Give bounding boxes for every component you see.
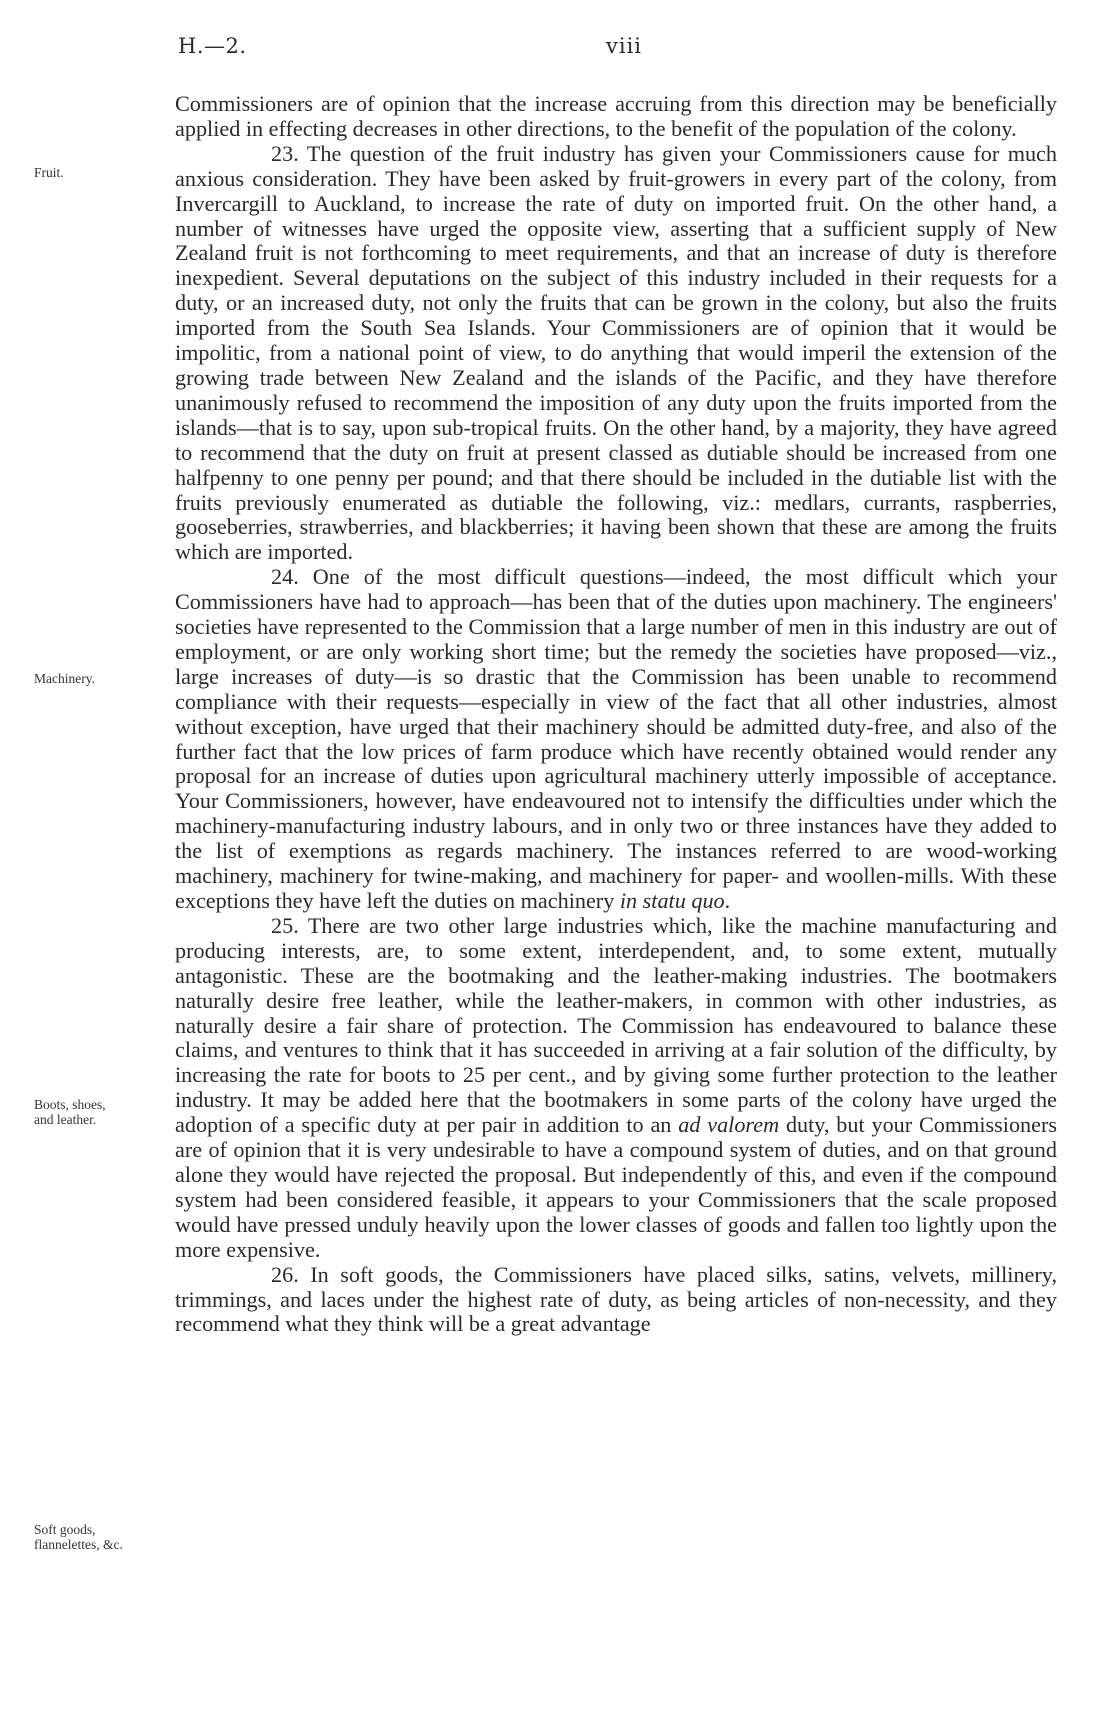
paragraph-26-soft-goods: 26. In soft goods, the Commissioners have placed silks, satins, velvets, millinery, trimmings, and laces under the highest rate of duty, as being articles of non-necessity, and they recommend what they think will be a great advantage (175, 1261, 1057, 1337)
page-header (0, 34, 1114, 64)
margin-note-fruit (34, 165, 164, 180)
margin-note-machinery (34, 671, 164, 686)
paragraph-25-boots (175, 914, 1057, 1263)
margin-note-soft-goods-line2: flannelettes, &c. (34, 1537, 123, 1552)
paragraph-24-machinery (175, 565, 1057, 914)
paragraph-25-text-b: duty, but your Commissioners are of opinion that it is very undesirable to have a compound system of duties, and on that ground alone they would have rejected the proposal. But independently of this, and even if the compound system had been considered feasible, it appears to your Commissioners that the scale proposed would have pressed unduly heavily upon the lower classes of goods and fallen too lightly upon the more expensive. (175, 1112, 1058, 1262)
margin-note-soft-goods (34, 1522, 164, 1552)
paragraph-23-fruit: 23. The question of the fruit industry has given your Commissioners cause for much anxious consideration. They have been asked by fruit-growers in every part of the colony, from Invercargill to Auckland, to increase the rate of duty on imported fruit. On the other hand, a number of witnesses have urged the opposite view, asserting that a sufficient supply of New Zealand fruit is not forthcoming to meet requirements, and that an increase of duty is therefore inexpedient. Several deputations on the subject of this industry included in their requests for a duty, or an increased duty, not only the fruits that can be grown in the colony, but also the fruits imported from the South Sea Islands. Your Commissioners are of opinion that it would be impolitic, from a national point of view, to do anything that would imperil the extension of the growing trade between New Zealand and the islands of the Pacific, and they have therefore unanimously refused to recommend the imposition of any duty upon the fruits imported from the islands—that is to say, upon sub-tropical fruits. On the other hand, by a majority, they have agreed to recommend that the duty on fruit at present classed as dutiable should be increased from one halfpenny to one penny per pound; and that there should be included in the dutiable list with the fruits previously enumerated as dutiable the following, viz.: medlars, currants, raspberries, gooseberries, strawberries, and blackberries; it having been shown that these are among the fruits which are imported. (175, 140, 1057, 565)
paragraph-24-end: . (724, 888, 731, 913)
margin-note-boots (34, 1097, 164, 1127)
margin-note-soft-goods-line1: Soft goods, (34, 1522, 96, 1537)
paragraph-24-text: 24. One of the most difficult questions—indeed, the most difficult which your Commissioners have had to approach—has been that of the duties upon machinery. The engineers' societies have represented to the Commission that a large number of men in this industry are out of employment, or are only working short time; but the remedy the societies have proposed—viz., large increases of duty—is so drastic that the Commission has been unable to recommend compliance with their requests—especially in view of the fact that all other industries, almost without exception, have urged that their machinery should be admitted duty-free, and also of the further fact that the low prices of farm produce which have recently obtained would render any proposal for an increase of duties upon agricultural machinery utterly impossible of acceptance. Your Commissioners, however, have endeavoured not to intensify the difficulties under which the machinery-manufacturing industry labours, and in only two or three instances have they added to the list of exemptions as regards machinery. The instances referred to are wood-working machinery, machinery for twine-making, and machinery for paper- and woollen-mills. With these exceptions they have left the duties on machinery (175, 564, 1057, 913)
margin-note-boots-line2: and leather. (34, 1112, 97, 1127)
paragraph-22-continued: Commissioners are of opinion that the increase accruing from this direction may be beneficially applied in effecting decreases in other directions, to the benefit of the population of the colony. (175, 91, 1057, 141)
margin-note-machinery-text: Machinery. (34, 671, 95, 686)
margin-note-fruit-text: Fruit. (34, 165, 64, 180)
margin-note-boots-line1: Boots, shoes, (34, 1097, 106, 1112)
document-reference: H.—2. (178, 34, 247, 58)
paragraph-25-italic: ad valorem (678, 1112, 780, 1138)
paragraph-24-italic: in statu quo (619, 888, 725, 913)
paragraph-25-text-a: 25. There are two other large industries which, like the machine manufacturing and producing interests, are, to some extent, interdependent, and, to some extent, mutually antagonistic. These are the bootmaking and the leather-making industries. The bootmakers naturally desire free leather, while the leather-makers, in common with other industries, as naturally desire a fair share of protection. The Commission has endeavoured to balance these claims, and ventures to think that it has succeeded in arriving at a fair solution of the difficulty, by increasing the rate for boots to 25 per cent., and by giving some further protection to the leather industry. It may be added here that the bootmakers in some parts of the colony have urged the adoption of a specific duty at per pair in addition to an (175, 912, 1057, 1138)
page-number: viii (606, 34, 643, 58)
body-text (175, 92, 1057, 1337)
